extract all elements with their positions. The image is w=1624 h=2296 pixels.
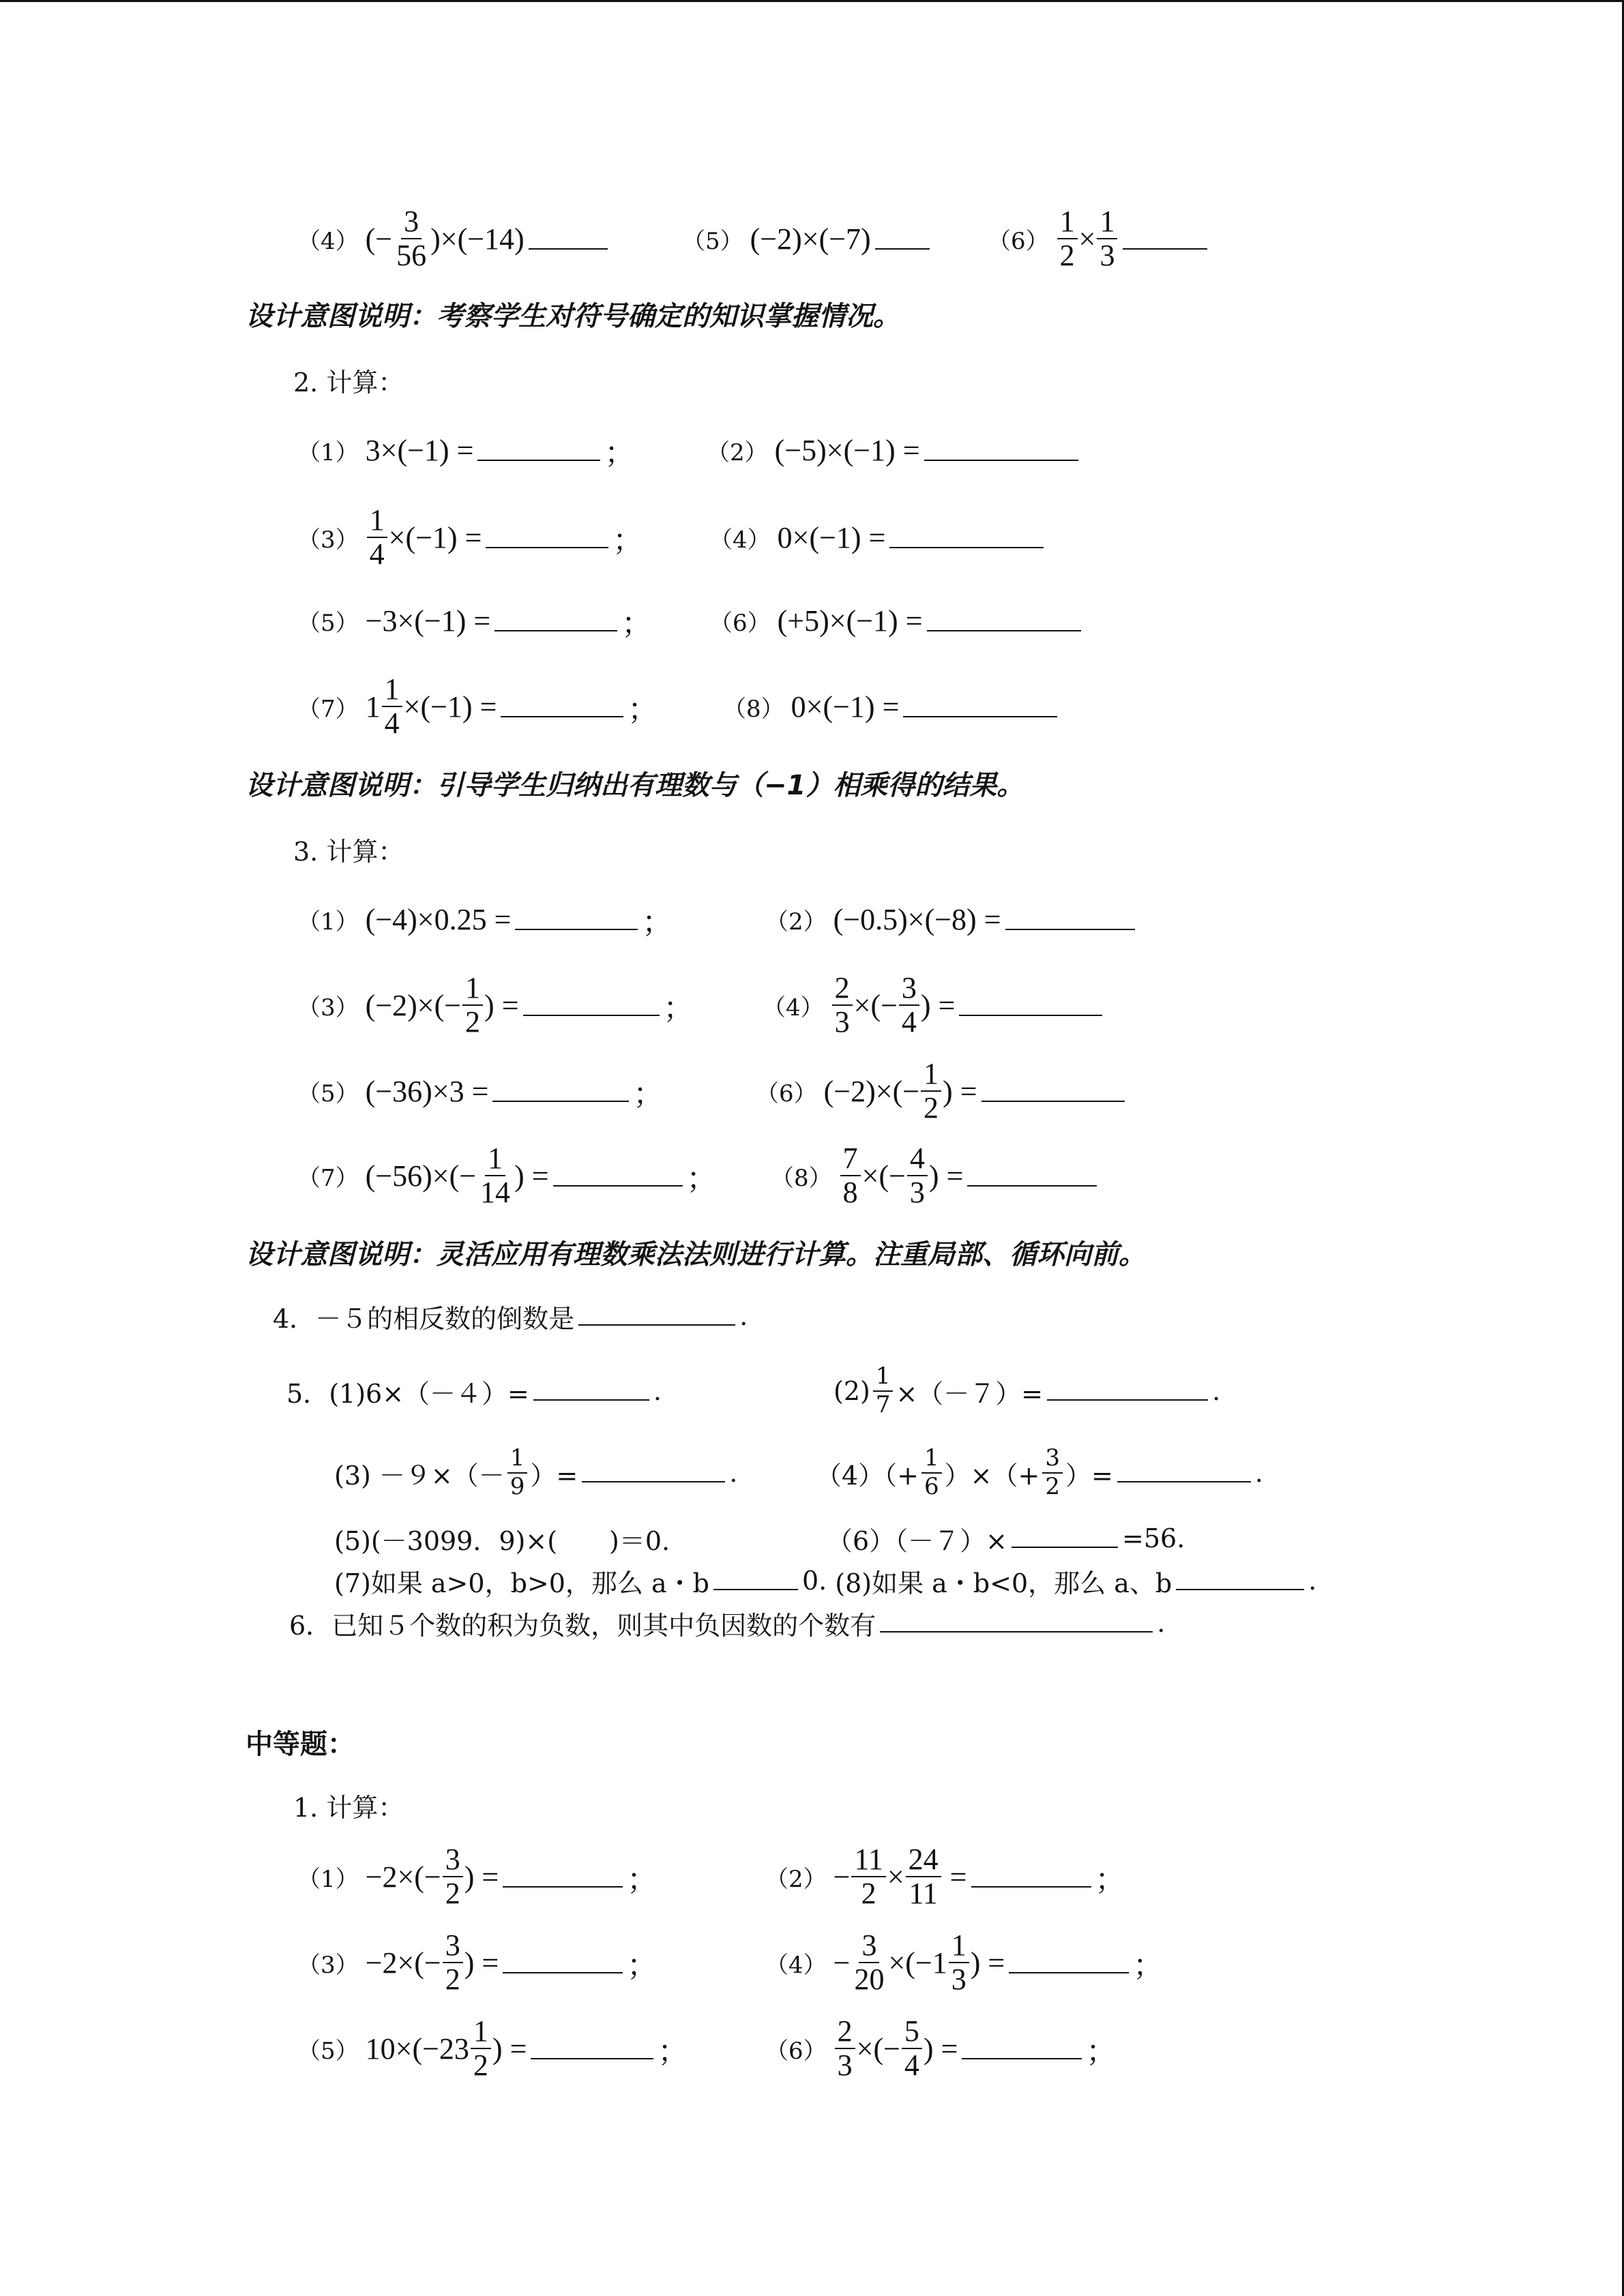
fraction [471, 2016, 491, 2081]
separator: ； [663, 992, 694, 1025]
part-text: (7)如果 a>0，b>0，那么 a・b [334, 1568, 709, 1598]
math-text: ×(− [856, 2031, 900, 2066]
answer-blank[interactable] [1005, 927, 1135, 930]
math-text: ) = [943, 1074, 977, 1108]
item-number: （1） [297, 908, 359, 936]
part-text: (8)如果 a・b<0，那么 a、b [835, 1568, 1172, 1598]
question-4 [273, 1296, 748, 1337]
part-text: (5)(－3099．9)×( )＝0. [334, 1525, 670, 1556]
fraction [443, 1845, 463, 1909]
math-text: − [833, 1945, 851, 1980]
answer-blank[interactable] [501, 715, 623, 717]
fraction [851, 1930, 887, 1995]
math-text: ) = [464, 1860, 499, 1894]
answer-blank[interactable] [971, 1885, 1091, 1888]
math-text: × [1078, 222, 1096, 256]
fraction [906, 1845, 941, 1909]
denominator: 2 [924, 1091, 939, 1124]
numerator: 1 [1057, 207, 1078, 239]
math-text: (−4)×0.25 = [365, 902, 512, 936]
math-text: ) = [970, 1945, 1005, 1980]
part-text: =56. [1122, 1523, 1185, 1553]
fraction [382, 674, 402, 739]
item-number: （8） [771, 1164, 832, 1192]
denominator: 4 [384, 706, 400, 740]
answer-blank[interactable] [515, 927, 638, 930]
m1-item-5 [297, 2008, 688, 2089]
answer-blank[interactable] [582, 1480, 725, 1482]
math-text: ) = [484, 988, 519, 1022]
answer-blank[interactable] [981, 1099, 1125, 1102]
answer-blank[interactable] [875, 247, 930, 250]
item-number: （7） [297, 695, 359, 723]
part-text: ）= [1065, 1460, 1113, 1491]
item-number: （3） [297, 994, 359, 1022]
design-intent-note-1: 设计意图说明：考察学生对符号确定的知识掌握情况。 [246, 301, 900, 332]
fraction [1042, 1446, 1063, 1499]
numerator: 1 [507, 1446, 528, 1474]
answer-blank[interactable] [492, 1099, 629, 1102]
answer-blank[interactable] [1012, 1545, 1118, 1548]
math-text: ×(− [853, 988, 898, 1022]
answer-blank[interactable] [962, 2057, 1082, 2059]
part-text: 0. [801, 1566, 827, 1596]
answer-blank[interactable] [967, 1184, 1097, 1187]
numerator: 1 [1097, 207, 1117, 239]
answer-blank[interactable] [924, 458, 1078, 461]
question-6 [289, 1604, 1165, 1642]
math-text: (−2)×(−7) [750, 222, 871, 256]
design-intent-note-3: 设计意图说明：灵活应用有理数乘法法则进行计算。注重局部、循环向前。 [246, 1239, 1146, 1270]
part-text: (3) －９×（－ [334, 1460, 505, 1491]
fraction [902, 2016, 922, 2081]
part-text: ）×（+ [944, 1460, 1040, 1491]
numerator: 5 [902, 2016, 922, 2049]
denominator: 2 [1045, 1473, 1060, 1500]
separator: ； [604, 436, 635, 470]
question-5-part-3 [334, 1439, 737, 1507]
q2-item-3 [297, 496, 643, 578]
separator: ； [612, 524, 643, 557]
question-5-part-2 [833, 1357, 1220, 1425]
denominator: 2 [1059, 239, 1075, 272]
numerator: 1 [382, 674, 402, 707]
separator: ； [642, 906, 673, 939]
answer-blank[interactable] [578, 1323, 735, 1326]
answer-blank[interactable] [529, 247, 608, 250]
answer-blank[interactable] [494, 629, 617, 631]
exercise-row-0 [0, 198, 1624, 280]
answer-blank[interactable] [927, 629, 1081, 631]
answer-blank[interactable] [889, 546, 1044, 548]
numerator: 3 [443, 1930, 463, 1963]
q2-row-3 [0, 580, 1624, 661]
q3-item-4 [763, 964, 1106, 1046]
fraction [1057, 207, 1078, 271]
math-text: 3×(−1) = [365, 433, 474, 467]
numerator: 1 [921, 1059, 941, 1092]
part-text: （4）（+ [816, 1460, 919, 1491]
fraction [832, 973, 853, 1037]
answer-blank[interactable] [1009, 1971, 1129, 1973]
q2-item-7 [297, 666, 658, 747]
answer-blank[interactable] [523, 1013, 660, 1016]
numerator: 3 [899, 973, 919, 1006]
numerator: 1 [471, 2016, 491, 2049]
part-punct: . [1308, 1566, 1317, 1596]
fraction [851, 1845, 885, 1909]
item-number: （5） [297, 609, 359, 637]
denominator: 3 [909, 1176, 925, 1209]
question-punct: . [1157, 1608, 1166, 1638]
item-number: （1） [297, 1865, 359, 1893]
denominator: 3 [834, 1005, 850, 1039]
question-text: 6．已知５个数的积为负数，则其中负因数的个数有 [289, 1610, 876, 1641]
m1-item-1 [297, 1836, 657, 1918]
question-5-part-4 [816, 1439, 1263, 1507]
fraction [949, 1930, 969, 1995]
item-number: （6） [988, 227, 1049, 255]
design-intent-note-2: 设计意图说明：引导学生归纳出有理数与（−1）相乘得的结果。 [246, 770, 1024, 801]
item-number: （4） [709, 526, 771, 554]
denominator: 2 [465, 1005, 481, 1039]
question-3-title: 3. 计算： [293, 837, 404, 867]
q3-row-3 [0, 1050, 1624, 1132]
m1-row-2 [0, 1922, 1624, 2003]
item-number: （5） [297, 2037, 359, 2065]
denominator: 9 [510, 1473, 525, 1500]
fraction [840, 1144, 861, 1208]
math-text: 10×(−23 [365, 2031, 469, 2066]
math-text: ) = [923, 2031, 958, 2066]
denominator: 20 [854, 1963, 885, 1996]
item-number: （6） [709, 609, 771, 637]
q3-row-2 [0, 964, 1624, 1046]
math-text: ×(−1) = [388, 520, 482, 554]
q2-item-6 [709, 580, 1085, 661]
denominator: 11 [909, 1877, 938, 1910]
separator: ； [1095, 1863, 1125, 1896]
question-punct: . [739, 1301, 748, 1331]
answer-blank[interactable] [1176, 1587, 1304, 1590]
item-number: （4） [763, 994, 824, 1022]
fraction [477, 1144, 513, 1208]
denominator: 2 [473, 2048, 488, 2082]
math-text: ) = [492, 2031, 527, 2066]
numerator: 7 [840, 1144, 861, 1176]
denominator: 4 [904, 2048, 919, 2082]
math-text: 1 [365, 689, 381, 724]
denominator: 4 [901, 1005, 917, 1039]
answer-blank[interactable] [503, 1971, 623, 1973]
answer-blank[interactable] [533, 1398, 649, 1401]
q2-item-5 [297, 580, 651, 661]
numerator: 24 [906, 1845, 941, 1877]
q2-item-1 [297, 409, 634, 491]
q2-row-2 [0, 496, 1624, 578]
math-text: (−2)×(− [823, 1074, 920, 1108]
numerator: 3 [443, 1845, 463, 1877]
separator: ； [686, 1162, 717, 1195]
answer-blank[interactable] [959, 1013, 1102, 1016]
q3-item-5 [297, 1050, 663, 1132]
fraction [367, 505, 387, 569]
item-number: （2） [707, 438, 768, 466]
denominator: 3 [1099, 239, 1115, 272]
numerator: 1 [367, 505, 387, 538]
math-text: ×(−1) = [403, 689, 497, 724]
math-text: − [833, 1860, 851, 1894]
denominator: 3 [951, 1963, 966, 1996]
denominator: 3 [837, 2048, 853, 2082]
q3-item-7 [297, 1135, 717, 1217]
fraction [507, 1446, 528, 1499]
fraction [907, 1144, 928, 1208]
m1-item-3 [297, 1922, 657, 2003]
q3-row-4 [0, 1135, 1624, 1217]
math-text: 0×(−1) = [777, 520, 886, 554]
item-number: （3） [297, 526, 359, 554]
question-number: 5． [286, 1378, 329, 1409]
page-top-border [0, 0, 1624, 2]
fraction [1097, 207, 1117, 271]
numerator: 1 [949, 1930, 969, 1963]
q3-row-1 [0, 878, 1624, 960]
math-text: (+5)×(−1) = [777, 603, 923, 638]
m1-item-4 [765, 1922, 1163, 2003]
q3-item-2 [765, 878, 1139, 960]
numerator: 4 [907, 1144, 928, 1176]
question-5-part-1 [286, 1357, 662, 1425]
separator: ； [627, 1949, 658, 1982]
numerator: 2 [832, 973, 853, 1006]
item-number: （2） [765, 908, 827, 936]
fraction [899, 973, 919, 1037]
part-text: ）= [530, 1460, 578, 1491]
numerator: 3 [1042, 1446, 1063, 1474]
denominator: 2 [861, 1877, 876, 1910]
answer-blank[interactable] [503, 1885, 623, 1888]
m1-row-3 [0, 2008, 1624, 2089]
m1-item-2 [765, 1836, 1125, 1918]
answer-blank[interactable] [903, 715, 1057, 717]
q3-item-3 [297, 964, 694, 1046]
math-text: ×(− [861, 1159, 906, 1193]
q3-item-8 [771, 1135, 1101, 1217]
exercise-item-5 [682, 198, 934, 280]
numerator: 11 [851, 1845, 885, 1877]
question-text: 4．－５的相反数的倒数是 [273, 1303, 575, 1334]
numerator: 3 [401, 207, 422, 239]
answer-blank[interactable] [477, 458, 600, 461]
item-number: （8） [723, 695, 784, 723]
denominator: 8 [842, 1176, 858, 1209]
separator: ； [627, 1863, 658, 1896]
part-punct: . [729, 1458, 738, 1488]
q3-item-6 [756, 1050, 1129, 1132]
fraction [462, 973, 483, 1037]
numerator: 1 [485, 1144, 505, 1176]
fraction [394, 207, 429, 271]
separator: ； [658, 2035, 688, 2068]
medium-section-heading: 中等题： [246, 1729, 355, 1760]
m1-item-6 [765, 2008, 1116, 2089]
math-text: (−36)×3 = [365, 1074, 489, 1108]
item-number: （6） [756, 1079, 817, 1107]
answer-blank[interactable] [486, 546, 608, 548]
math-text: ) = [514, 1159, 549, 1193]
q2-item-4 [709, 496, 1048, 578]
item-number: （4） [297, 227, 359, 255]
item-number: （4） [765, 1951, 827, 1979]
math-text: (−56)×(− [365, 1159, 477, 1193]
answer-blank[interactable] [880, 1630, 1153, 1632]
math-text: −2×(− [365, 1860, 441, 1894]
exercise-item-4 [297, 198, 612, 280]
q2-row-4 [0, 666, 1624, 747]
item-number: （2） [765, 1865, 827, 1893]
item-number: （5） [297, 1079, 359, 1107]
fraction [835, 2016, 855, 2081]
fraction [873, 1362, 894, 1418]
fraction [921, 1446, 942, 1499]
exercise-item-6 [988, 198, 1211, 280]
answer-blank[interactable] [713, 1587, 798, 1590]
numerator: 1 [462, 973, 483, 1006]
math-text: (−0.5)×(−8) = [833, 902, 1001, 936]
denominator: 4 [369, 537, 385, 571]
part-text: (1)6×（－４）= [329, 1378, 529, 1409]
item-number: （1） [297, 438, 359, 466]
item-number: （5） [682, 227, 743, 255]
math-text: ) = [464, 1945, 499, 1980]
numerator: 1 [921, 1446, 942, 1474]
part-text: ×（－７）= [896, 1378, 1044, 1409]
answer-blank[interactable] [1047, 1398, 1208, 1401]
item-number: （6） [765, 2037, 827, 2065]
denominator: 2 [445, 1963, 460, 1996]
q2-item-8 [723, 666, 1061, 747]
math-text: )×(−14) [430, 222, 525, 256]
math-text: ) = [920, 988, 956, 1022]
separator: ； [1133, 1949, 1164, 1982]
numerator: 2 [835, 2016, 855, 2049]
denominator: 14 [480, 1176, 511, 1209]
separator: ； [633, 1077, 664, 1111]
math-text: ×(−1 [888, 1945, 947, 1980]
part-text: （6）（－７）× [827, 1525, 1008, 1556]
q2-row-1 [0, 409, 1624, 491]
question-5-part-7 [334, 1562, 1316, 1600]
denominator: 56 [396, 239, 427, 272]
part-punct: . [1212, 1376, 1221, 1406]
math-text: = [942, 1860, 967, 1894]
question-5-part-5 [334, 1519, 670, 1557]
answer-blank[interactable] [531, 2057, 653, 2059]
math-text: 0×(−1) = [791, 689, 900, 724]
math-text: (−5)×(−1) = [774, 433, 920, 467]
math-text: × [887, 1860, 904, 1894]
math-text: (− [365, 222, 393, 256]
q3-item-1 [297, 878, 672, 960]
m1-row-1 [0, 1836, 1624, 1918]
answer-blank[interactable] [1117, 1480, 1251, 1482]
fraction [921, 1059, 941, 1123]
denominator: 2 [445, 1877, 460, 1910]
separator: ； [1086, 2035, 1117, 2068]
part-punct: . [653, 1376, 662, 1406]
q2-item-2 [707, 409, 1082, 491]
denominator: 6 [924, 1473, 939, 1500]
item-number: （7） [297, 1164, 359, 1192]
math-text: ) = [928, 1159, 964, 1193]
question-5-part-6 [827, 1519, 1185, 1557]
math-text: −2×(− [365, 1945, 441, 1980]
separator: ； [628, 693, 658, 726]
separator: ； [621, 607, 652, 640]
math-text: −3×(−1) = [365, 603, 491, 638]
question-2-title: 2. 计算： [293, 368, 404, 398]
medium-question-1-title: 1. 计算： [293, 1793, 404, 1823]
part-punct: . [1254, 1458, 1263, 1488]
part-text: (2) [833, 1376, 870, 1406]
numerator: 3 [859, 1930, 879, 1963]
math-text: (−2)×(− [365, 988, 462, 1022]
fraction [443, 1930, 463, 1995]
item-number: （3） [297, 1951, 359, 1979]
numerator: 1 [873, 1365, 894, 1392]
answer-blank[interactable] [553, 1184, 683, 1187]
answer-blank[interactable] [1123, 247, 1207, 250]
denominator: 7 [875, 1391, 891, 1418]
